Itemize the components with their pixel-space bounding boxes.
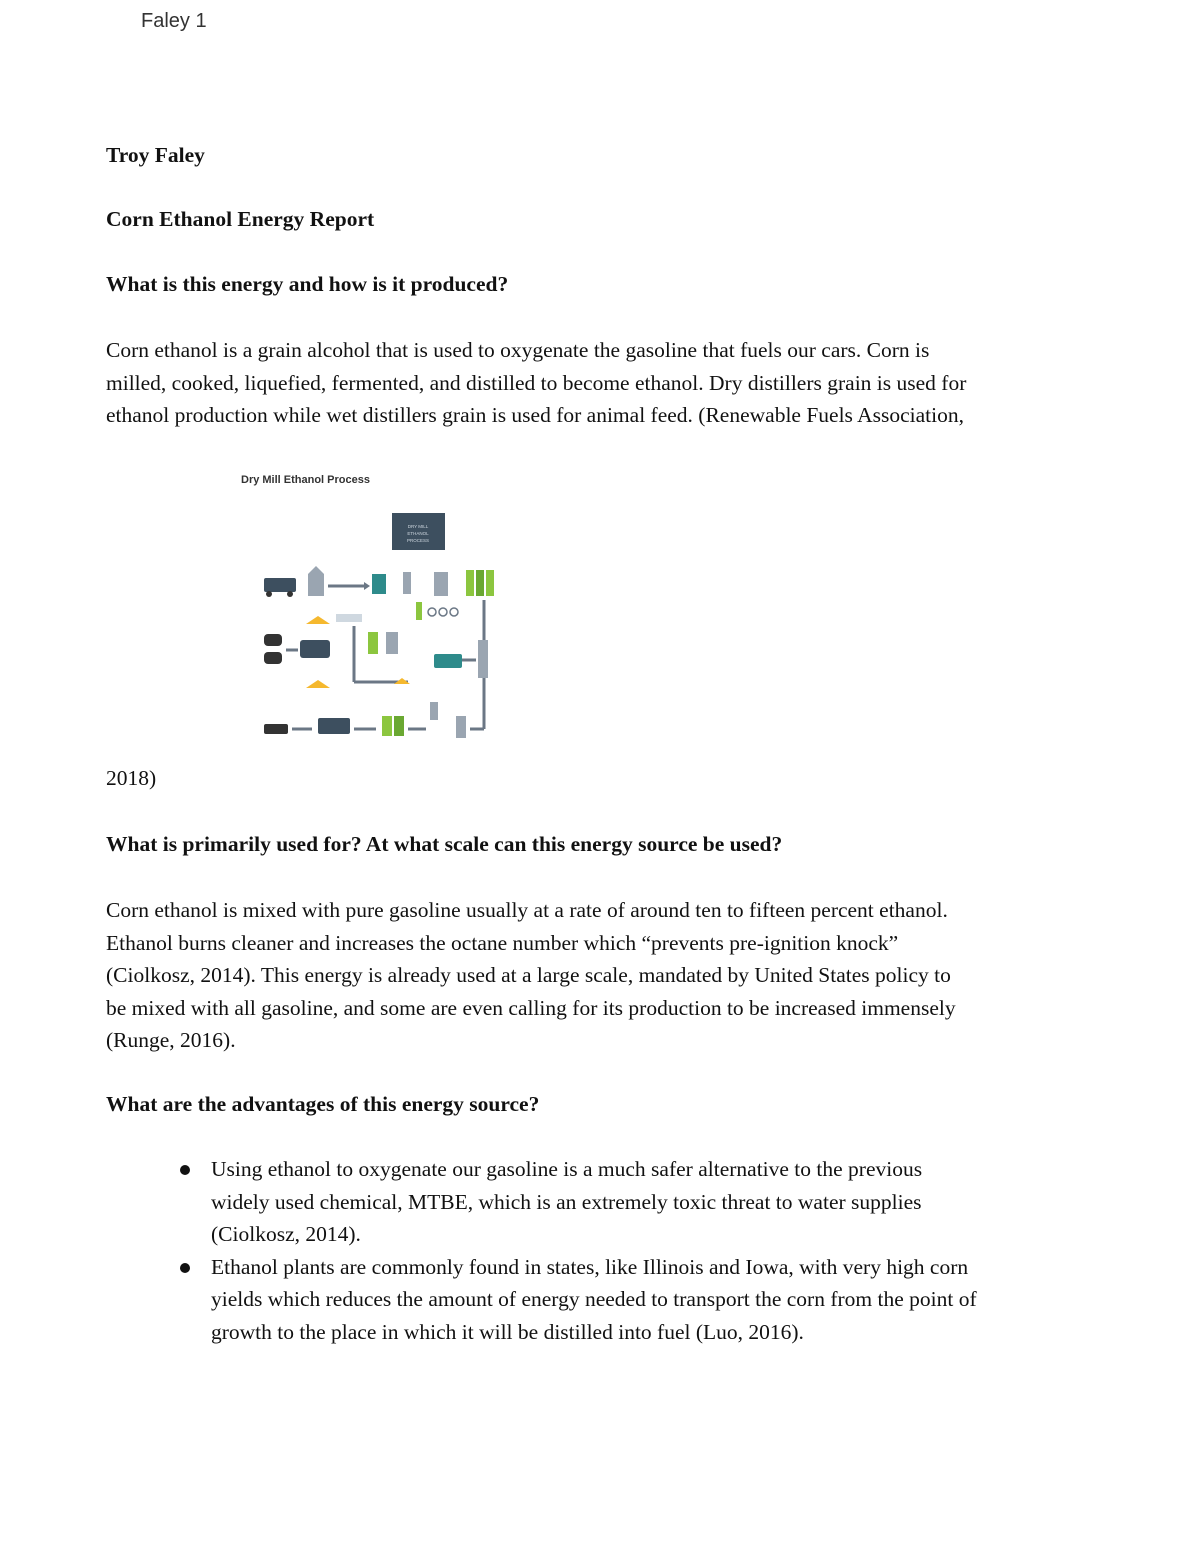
paragraph-line: (Ciolkosz, 2014). This energy is already used at a large scale, mandated by United States policy to	[106, 963, 951, 987]
truck-wheel	[266, 591, 272, 597]
list-item-line: (Ciolkosz, 2014).	[211, 1222, 361, 1246]
fermenter-shape	[466, 570, 474, 596]
feed-truck-shape	[300, 640, 330, 658]
process-diagram	[236, 470, 526, 750]
distillation-column	[478, 640, 488, 678]
rail-car-shape	[318, 718, 350, 734]
silo-shape	[308, 566, 324, 596]
fermenter-shape	[486, 570, 494, 596]
advantages-list	[170, 1153, 1070, 1348]
diagram-header-text-2: ETHANOL	[407, 531, 429, 536]
flow-arrowhead	[364, 582, 370, 590]
running-head: Faley 1	[141, 10, 207, 32]
paragraph-line: ethanol production while wet distillers grain is used for animal feed. (Renewable Fuels Association,	[106, 403, 965, 427]
section-heading-usage: What is primarily used for? At what scale can this energy source be used?	[106, 832, 783, 856]
paragraph-line: Corn ethanol is mixed with pure gasoline usually at a rate of around ten to fifteen percent ethanol.	[106, 898, 948, 922]
denaturant-tank	[394, 716, 404, 736]
list-item-line: Using ethanol to oxygenate our gasoline is a much safer alternative to the previous	[211, 1157, 923, 1181]
paragraph-line: Corn ethanol is a grain alcohol that is used to oxygenate the gasoline that fuels our cars. Corn is	[106, 338, 930, 362]
paragraph-usage	[106, 894, 1066, 1057]
evaporator-shape	[386, 632, 398, 654]
tanker-shape	[264, 724, 288, 734]
storage-tank	[456, 716, 466, 738]
scrubber-shape	[416, 602, 422, 620]
denaturant-tank	[382, 716, 392, 736]
diagram-header-text-1: DRY MILL	[407, 524, 429, 529]
co2-bubble	[428, 608, 436, 616]
dry-mill-process-figure	[236, 470, 526, 750]
report-title: Corn Ethanol Energy Report	[106, 207, 375, 231]
bullet-icon	[180, 1263, 190, 1273]
fermenter-shape	[476, 570, 484, 596]
livestock-shape	[264, 634, 282, 646]
section-heading-advantages: What are the advantages of this energy source?	[106, 1092, 540, 1116]
section-heading-production: What is this energy and how is it produced?	[106, 272, 509, 296]
paragraph-production	[106, 334, 1066, 432]
co2-bubble	[450, 608, 458, 616]
list-item	[170, 1251, 1070, 1349]
author-name: Troy Faley	[106, 143, 205, 167]
dryer-shape	[368, 632, 378, 654]
list-item-line: yields which reduces the amount of energy needed to transport the corn from the point of	[211, 1287, 977, 1311]
figure-title: Dry Mill Ethanol Process	[241, 474, 370, 486]
centrifuge-shape	[434, 654, 462, 668]
co2-bubble	[439, 608, 447, 616]
grain-truck-shape	[264, 578, 296, 592]
paragraph-line: milled, cooked, liquefied, fermented, and distilled to become ethanol. Dry distillers grain is used for	[106, 370, 967, 395]
list-item-line: growth to the place in which it will be distilled into fuel (Luo, 2016).	[211, 1319, 804, 1344]
sieve-shape	[430, 702, 438, 720]
paragraph-line: (Runge, 2016).	[106, 1028, 236, 1052]
dry-grain-pile	[306, 680, 330, 688]
hammer-mill-shape	[372, 574, 386, 594]
paragraph-line: be mixed with all gasoline, and some are even calling for its production to be increased immensely	[106, 995, 956, 1020]
bullet-icon	[180, 1165, 190, 1175]
truck-wheel	[287, 591, 293, 597]
livestock-shape	[264, 652, 282, 664]
list-item-line: widely used chemical, MTBE, which is an extremely toxic threat to water supplies	[211, 1189, 922, 1214]
conveyor-shape	[336, 614, 362, 622]
wet-grain-pile	[306, 616, 330, 624]
citation-continuation: 2018)	[106, 766, 157, 790]
tank-shape	[434, 572, 448, 596]
paragraph-line: Ethanol burns cleaner and increases the octane number which “prevents pre-ignition knock”	[106, 930, 899, 955]
list-item	[170, 1153, 1070, 1251]
tank-shape	[403, 572, 411, 594]
diagram-header-text-3: PROCESS	[406, 538, 430, 543]
list-item-line: Ethanol plants are commonly found in states, like Illinois and Iowa, with very high corn	[211, 1254, 969, 1279]
